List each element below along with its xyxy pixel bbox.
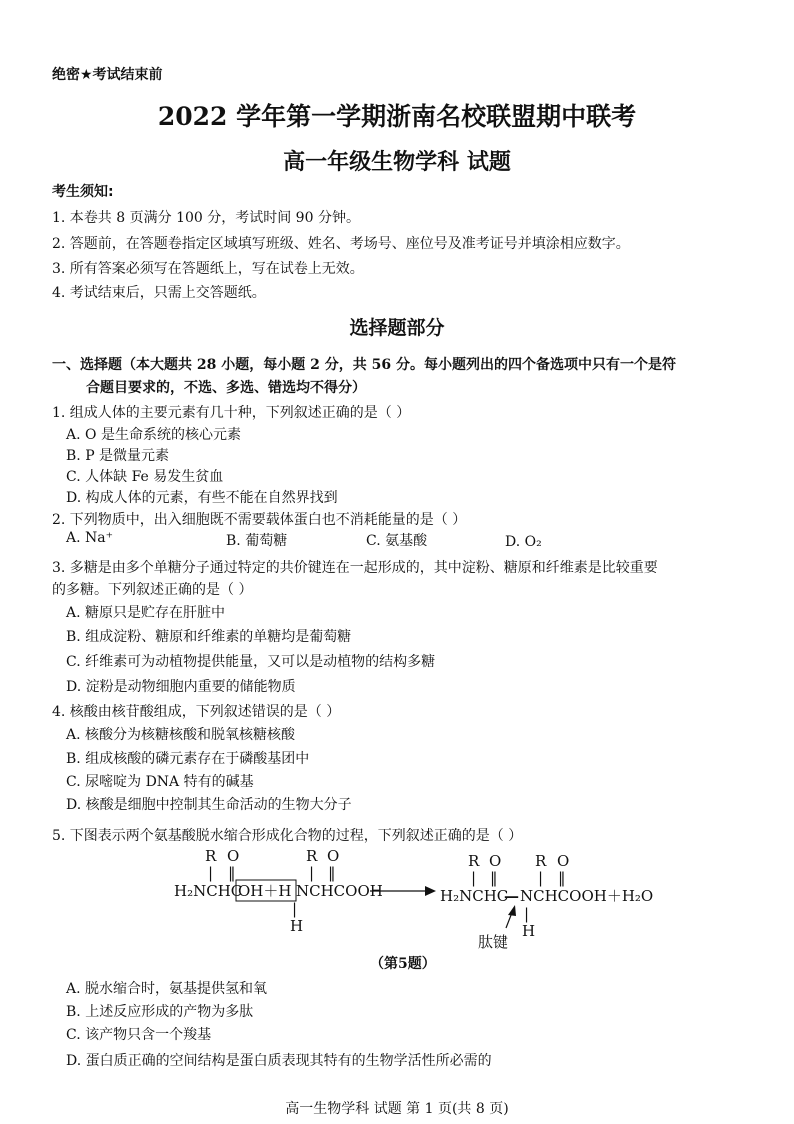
question-1-option-a: A. O 是生命系统的核心元素	[66, 427, 241, 443]
exam-subtitle: 高一年级生物学科 试题	[283, 149, 511, 175]
fig-left-part-2: NCHCOOH	[296, 882, 383, 900]
question-3-stem-line-1: 3. 多糖是由多个单糖分子通过特定的共价键连在一起形成的，其中淀粉、糖原和纤维素是比较重要	[52, 560, 658, 576]
question-2-option-d: D. O₂	[505, 534, 542, 550]
question-5-stem: 5. 下图表示两个氨基酸脱水缩合形成化合物的过程，下列叙述正确的是（ ）	[52, 828, 523, 844]
question-1-stem: 1. 组成人体的主要元素有几十种，下列叙述正确的是（ ）	[52, 405, 411, 421]
question-3-option-b: B. 组成淀粉、糖原和纤维素的单糖均是葡萄糖	[66, 629, 352, 645]
fig-o-1: O	[227, 847, 240, 865]
fig-bar-5: |	[538, 869, 544, 887]
question-5-option-a: A. 脱水缩合时，氨基提供氢和氧	[66, 981, 268, 997]
question-4-option-d: D. 核酸是细胞中控制其生命活动的生物大分子	[66, 797, 352, 813]
question-5-option-d: D. 蛋白质正确的空间结构是蛋白质表现其特有的生物学活性所必需的	[66, 1053, 492, 1069]
confidential-label: 绝密★考试结束前	[52, 67, 163, 83]
question-4-option-b: B. 组成核酸的磷元素存在于磷酸基团中	[66, 751, 310, 767]
fig-o-4: O	[557, 852, 570, 870]
fig-dbar-4: ‖	[558, 869, 566, 887]
question-3-option-c: C. 纤维素可为动植物提供能量，又可以是动植物的结构多糖	[66, 654, 436, 670]
question-2-option-c: C. 氨基酸	[366, 533, 428, 549]
fig-r-3: R	[468, 852, 480, 870]
fig-o-3: O	[489, 852, 502, 870]
question-2-stem: 2. 下列物质中，出入细胞既不需要载体蛋白也不消耗能量的是（ ）	[52, 512, 467, 528]
peptide-bond-pointer-head	[508, 905, 516, 916]
question-1-option-c: C. 人体缺 Fe 易发生贫血	[66, 469, 224, 485]
question-5-option-c: C. 该产物只含一个羧基	[66, 1027, 212, 1043]
notice-item-2: 2. 答题前，在答题卷指定区域填写班级、姓名、考场号、座位号及准考证号并填涂相应数字。	[52, 236, 630, 252]
question-1-option-d: D. 构成人体的元素，有些不能在自然界找到	[66, 490, 338, 506]
fig-bar-6: |	[524, 905, 530, 923]
part-intro-line-1: 一、选择题（本大题共 28 小题，每小题 2 分，共 56 分。每小题列出的四个备选项中只有一个是符	[52, 357, 676, 373]
fig-h-2: H	[522, 922, 536, 940]
fig-left-part-1: H₂NCHC	[174, 882, 243, 900]
fig-peptide-bond-line: —	[504, 887, 519, 905]
question-2-option-a: A. Na⁺	[66, 530, 113, 546]
fig-dbar-1: ‖	[228, 864, 236, 882]
notice-item-3: 3. 所有答案必须写在答题纸上，写在试卷上无效。	[52, 261, 364, 277]
question-4-option-a: A. 核酸分为核糖核酸和脱氧核糖核酸	[66, 727, 296, 743]
fig-right-part-2: NCHCOOH＋H₂O	[520, 887, 654, 905]
question-5-option-b: B. 上述反应形成的产物为多肽	[66, 1004, 254, 1020]
question-4-stem: 4. 核酸由核苷酸组成，下列叙述错误的是（ ）	[52, 704, 341, 720]
fig-bar-2: |	[309, 864, 315, 882]
page-footer: 高一生物学科 试题 第 1 页(共 8 页)	[285, 1101, 509, 1117]
fig-r-2: R	[306, 847, 318, 865]
question-1-option-b: B. P 是微量元素	[66, 448, 170, 464]
fig-h-1: H	[290, 917, 304, 935]
figure-caption: （第5题）	[370, 956, 436, 972]
part-intro-line-2: 合题目要求的，不选、多选、错选均不得分）	[86, 380, 366, 396]
notice-heading: 考生须知:	[52, 184, 114, 200]
fig-r-4: R	[535, 852, 547, 870]
question-4-option-c: C. 尿嘧啶为 DNA 特有的碱基	[66, 774, 254, 790]
question-2-option-b: B. 葡萄糖	[226, 533, 288, 549]
question-3-option-d: D. 淀粉是动物细胞内重要的储能物质	[66, 679, 296, 695]
fig-box-text: OH＋H	[238, 882, 292, 900]
fig-bar-1: |	[208, 864, 214, 882]
fig-bar-3: |	[292, 900, 298, 918]
fig-dbar-2: ‖	[328, 864, 336, 882]
notice-item-4: 4. 考试结束后，只需上交答题纸。	[52, 285, 266, 301]
section-title: 选择题部分	[349, 317, 445, 339]
fig-bar-4: |	[471, 869, 477, 887]
question-3-stem-line-2: 的多糖。下列叙述正确的是（ ）	[52, 582, 253, 598]
fig-o-2: O	[327, 847, 340, 865]
fig-dbar-3: ‖	[490, 869, 498, 887]
fig-r-1: R	[205, 847, 217, 865]
reaction-arrow-head	[425, 886, 436, 896]
notice-item-1: 1. 本卷共 8 页满分 100 分，考试时间 90 分钟。	[52, 210, 360, 226]
fig-right-part-1: H₂NCHC	[440, 887, 509, 905]
exam-title: 2022 学年第一学期浙南名校联盟期中联考	[157, 102, 637, 131]
question-3-option-a: A. 糖原只是贮存在肝脏中	[66, 605, 226, 621]
peptide-bond-label: 肽键	[478, 933, 509, 951]
